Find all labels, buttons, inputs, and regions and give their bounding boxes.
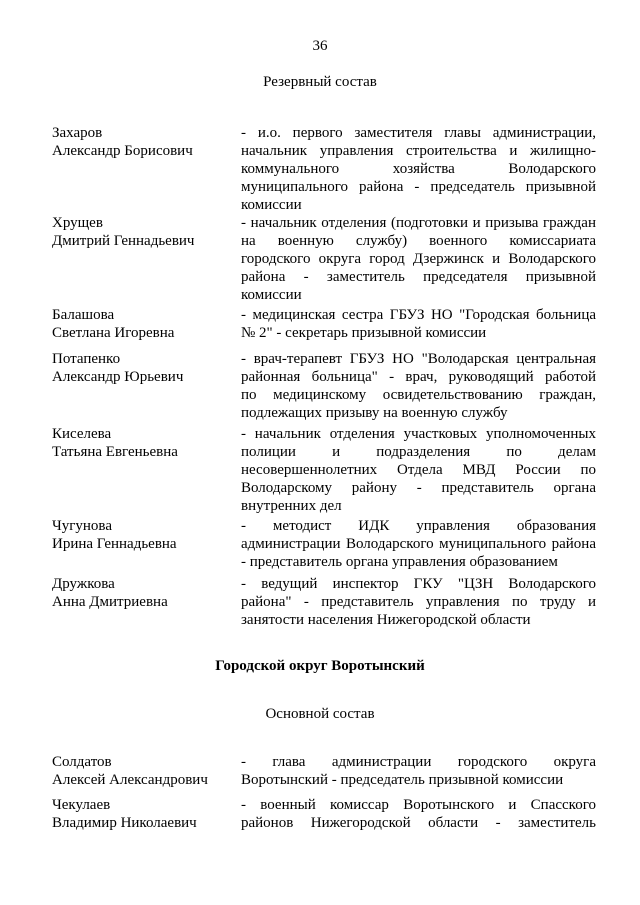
member-given-names: Алексей Александрович [52,772,208,788]
role-line: Володарскому району - представитель органа [241,480,596,496]
role-line: № 2" - секретарь призывной комиссии [241,325,487,341]
role-line: комиссии [241,287,302,303]
section-heading-reserve: Резервный состав [263,74,377,90]
member-name [52,517,237,553]
member-given-names: Светлана Игоревна [52,325,175,341]
role-line: внутренних дел [241,498,342,514]
role-line: - военный комиссар Воротынского и Спасского [241,797,596,813]
role-line: по медицинскому освидетельствованию граждан, [241,387,596,403]
role-line: - начальник отделения участковых уполномоченных [241,426,596,442]
member-given-names: Ирина Геннадьевна [52,536,177,552]
member-surname: Солдатов [52,754,112,770]
role-line: Воротынский - председатель призывной комиссии [241,772,564,788]
role-line: администрации Володарского муниципального района [241,536,596,552]
role-line: - методист ИДК управления образования [241,518,596,534]
member-name [52,124,237,160]
member-surname: Захаров [52,125,103,141]
role-line: районная больница" - врач, руководящий работой [241,369,596,385]
role-line: - медицинская сестра ГБУЗ НО "Городская больница [241,307,596,323]
member-surname: Балашова [52,307,115,323]
role-line: на военную службу) военного комиссариата [241,233,596,249]
member-surname: Потапенко [52,351,121,367]
member-role [241,796,596,832]
member-given-names: Анна Дмитриевна [52,594,168,610]
member-given-names: Александр Борисович [52,143,193,159]
role-line: - ведущий инспектор ГКУ "ЦЗН Володарского [241,576,596,592]
member-role [241,214,596,304]
member-name [52,753,237,789]
member-given-names: Владимир Николаевич [52,815,197,831]
role-line: районов Нижегородской области - заместитель [241,815,596,831]
role-line: района - заместитель председателя призывной [241,269,596,285]
member-name [52,350,237,386]
member-role [241,350,596,422]
member-given-names: Александр Юрьевич [52,369,184,385]
page-number: 36 [312,38,328,54]
member-role [241,517,596,571]
role-line: занятости населения Нижегородской области [241,612,531,628]
role-line: - глава администрации городского округа [241,754,596,770]
member-role [241,425,596,515]
role-line: комиссии [241,197,302,213]
member-name [52,796,237,832]
member-surname: Киселева [52,426,112,442]
role-line: - начальник отделения (подготовки и призыва граждан [241,215,596,231]
member-surname: Хрущев [52,215,103,231]
member-name [52,214,237,250]
member-role [241,753,596,789]
role-line: муниципального района - председатель призывной [241,179,596,195]
member-given-names: Татьяна Евгеньевна [52,444,178,460]
role-line: полиции и подразделения по делам [241,444,596,460]
role-line: городского округа город Дзержинск и Володарского [241,251,596,267]
role-line: несовершеннолетних Отдела МВД России по [241,462,596,478]
role-line: - представитель органа управления образованием [241,554,558,570]
member-role [241,575,596,629]
member-name [52,306,237,342]
member-surname: Чекулаев [52,797,111,813]
district-heading: Городской округ Воротынский [215,658,425,674]
member-role [241,306,596,342]
role-line: коммунального хозяйства Володарского [241,161,596,177]
member-surname: Дружкова [52,576,115,592]
section-heading-main: Основной состав [265,706,375,722]
member-given-names: Дмитрий Геннадьевич [52,233,195,249]
member-surname: Чугунова [52,518,112,534]
member-role [241,124,596,214]
member-name [52,575,237,611]
role-line: - врач-терапевт ГБУЗ НО "Володарская центральная [241,351,596,367]
role-line: начальник управления строительства и жилищно- [241,143,596,159]
role-line: - и.о. первого заместителя главы администрации, [241,125,596,141]
role-line: района" - представитель управления по труду и [241,594,596,610]
role-line: подлежащих призыву на военную службу [241,405,508,421]
member-name [52,425,237,461]
